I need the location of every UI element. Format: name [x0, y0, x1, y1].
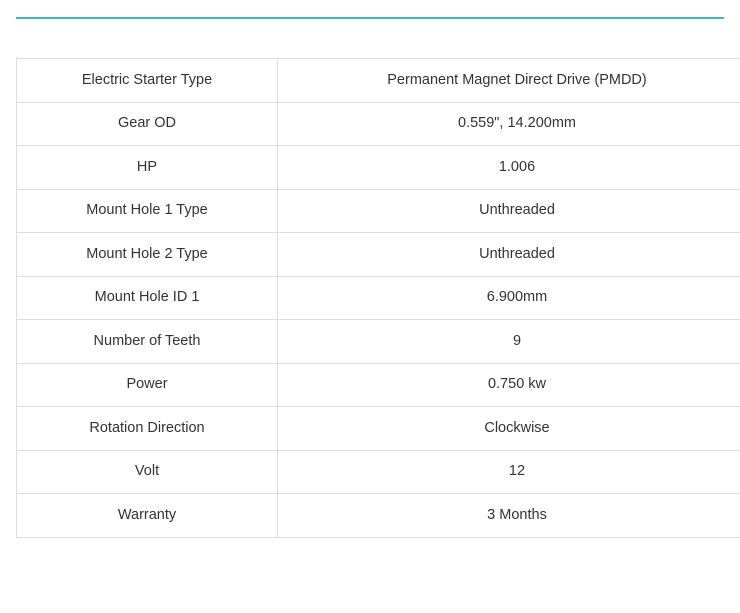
spec-value: Clockwise	[278, 407, 740, 451]
table-row	[17, 363, 740, 407]
spec-label: Gear OD	[17, 102, 278, 146]
spec-value: 3 Months	[278, 494, 740, 538]
table-row	[17, 233, 740, 277]
header-divider	[16, 17, 724, 19]
table-row	[17, 146, 740, 190]
spec-value: Unthreaded	[278, 233, 740, 277]
spec-label: Rotation Direction	[17, 407, 278, 451]
spec-label: HP	[17, 146, 278, 190]
spec-value: 0.559", 14.200mm	[278, 102, 740, 146]
spec-label: Warranty	[17, 494, 278, 538]
specifications-table	[16, 58, 740, 538]
table-row	[17, 189, 740, 233]
spec-label: Number of Teeth	[17, 320, 278, 364]
spec-value: Permanent Magnet Direct Drive (PMDD)	[278, 59, 740, 103]
table-row	[17, 450, 740, 494]
spec-label: Mount Hole ID 1	[17, 276, 278, 320]
spec-value: 0.750 kw	[278, 363, 740, 407]
table-row	[17, 59, 740, 103]
spec-label: Volt	[17, 450, 278, 494]
table-row	[17, 320, 740, 364]
spec-value: 12	[278, 450, 740, 494]
spec-value: 9	[278, 320, 740, 364]
table-row	[17, 407, 740, 451]
specifications-section	[16, 58, 724, 538]
table-row	[17, 276, 740, 320]
spec-label: Mount Hole 1 Type	[17, 189, 278, 233]
table-row	[17, 494, 740, 538]
spec-value: 6.900mm	[278, 276, 740, 320]
spec-label: Electric Starter Type	[17, 59, 278, 103]
spec-value: 1.006	[278, 146, 740, 190]
spec-label: Power	[17, 363, 278, 407]
table-row	[17, 102, 740, 146]
specifications-table-body	[17, 59, 740, 538]
spec-label: Mount Hole 2 Type	[17, 233, 278, 277]
spec-value: Unthreaded	[278, 189, 740, 233]
